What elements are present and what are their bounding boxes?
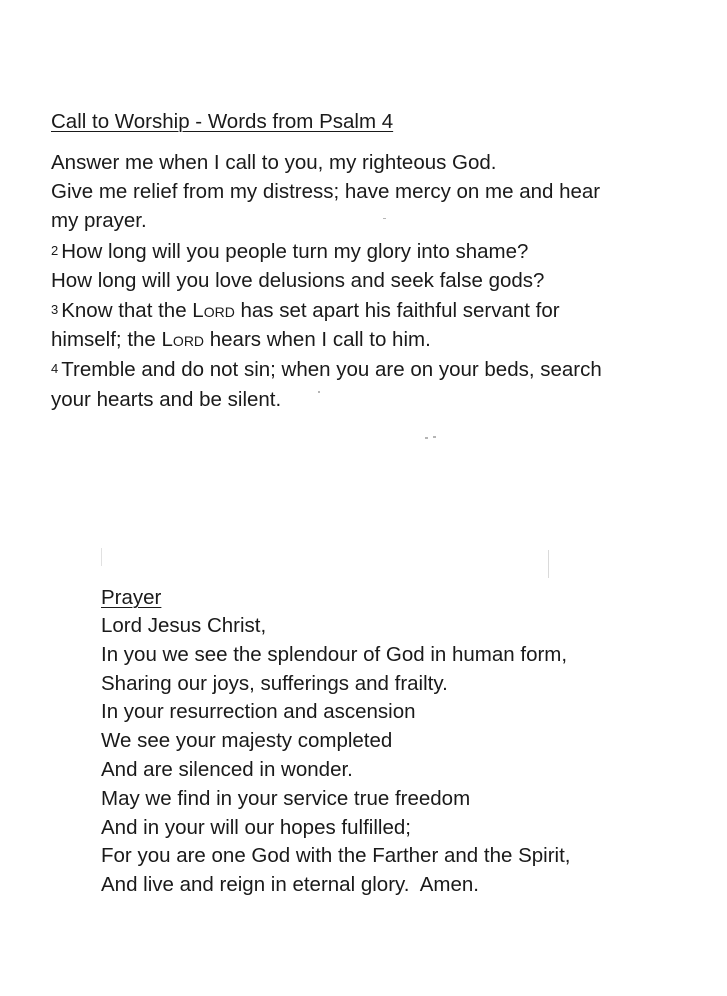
psalm-line [51, 177, 701, 206]
psalm-line [51, 354, 701, 384]
verse-number: 2 [51, 242, 59, 258]
psalm-line [51, 206, 701, 235]
prayer-section [101, 584, 701, 900]
prayer-line: Lord Jesus Christ, [101, 614, 267, 637]
psalm-line [51, 325, 701, 354]
prayer-line: And live and reign in eternal glory. Amen. [101, 873, 479, 897]
verse-number: 4 [51, 361, 59, 377]
psalm-line-text: himself; the [51, 328, 162, 352]
psalm-line-text: your hearts and be silent. [51, 387, 282, 411]
psalm-line-text: hears when I call to him. [204, 328, 431, 352]
prayer-text [101, 612, 701, 900]
psalm-line [51, 148, 701, 177]
prayer-line: May we find in your service true freedom [101, 786, 471, 810]
psalm-line [51, 295, 701, 325]
scan-speck [318, 391, 320, 393]
prayer-line: And are silenced in wonder. [101, 757, 353, 781]
psalm-line [51, 236, 701, 266]
psalm-line-text: How long will you love delusions and seek false gods? [51, 268, 545, 292]
scan-speck [548, 550, 549, 578]
psalm-line-text: has set apart his faithful servant for [234, 299, 560, 323]
psalm-line-text: Give me relief from my distress; have mercy on me and hear [51, 180, 601, 204]
psalm-line-text: Answer me when I call to you, my righteous God. [51, 151, 497, 174]
divine-name: Lord [192, 299, 235, 323]
psalm-line-text: my prayer. [51, 209, 147, 233]
call-to-worship-heading: Call to Worship - Words from Psalm 4 [51, 110, 394, 133]
divine-name: Lord [161, 328, 205, 352]
prayer-line: And in your will our hopes fulfilled; [101, 815, 411, 839]
psalm-line-text: Tremble and do not sin; when you are on your beds, search [61, 358, 602, 382]
scan-speck [433, 436, 436, 438]
psalm-text [51, 148, 701, 414]
prayer-heading: Prayer [101, 586, 162, 609]
call-to-worship-section [51, 108, 701, 414]
prayer-line: In your resurrection and ascension [101, 700, 416, 724]
scan-speck [101, 548, 102, 566]
psalm-line [51, 385, 701, 414]
prayer-line: We see your majesty completed [101, 729, 393, 753]
prayer-line: In you we see the splendour of God in human form, [101, 642, 568, 666]
prayer-line: For you are one God with the Farther and the Spirit, [101, 844, 571, 868]
verse-number: 3 [51, 302, 59, 318]
scan-speck [425, 437, 428, 439]
scan-speck [383, 218, 386, 219]
psalm-line [51, 266, 701, 295]
psalm-line-text: Know that the [61, 299, 193, 323]
psalm-line-text: How long will you people turn my glory into shame? [61, 239, 529, 263]
prayer-line: Sharing our joys, sufferings and frailty. [101, 671, 448, 695]
